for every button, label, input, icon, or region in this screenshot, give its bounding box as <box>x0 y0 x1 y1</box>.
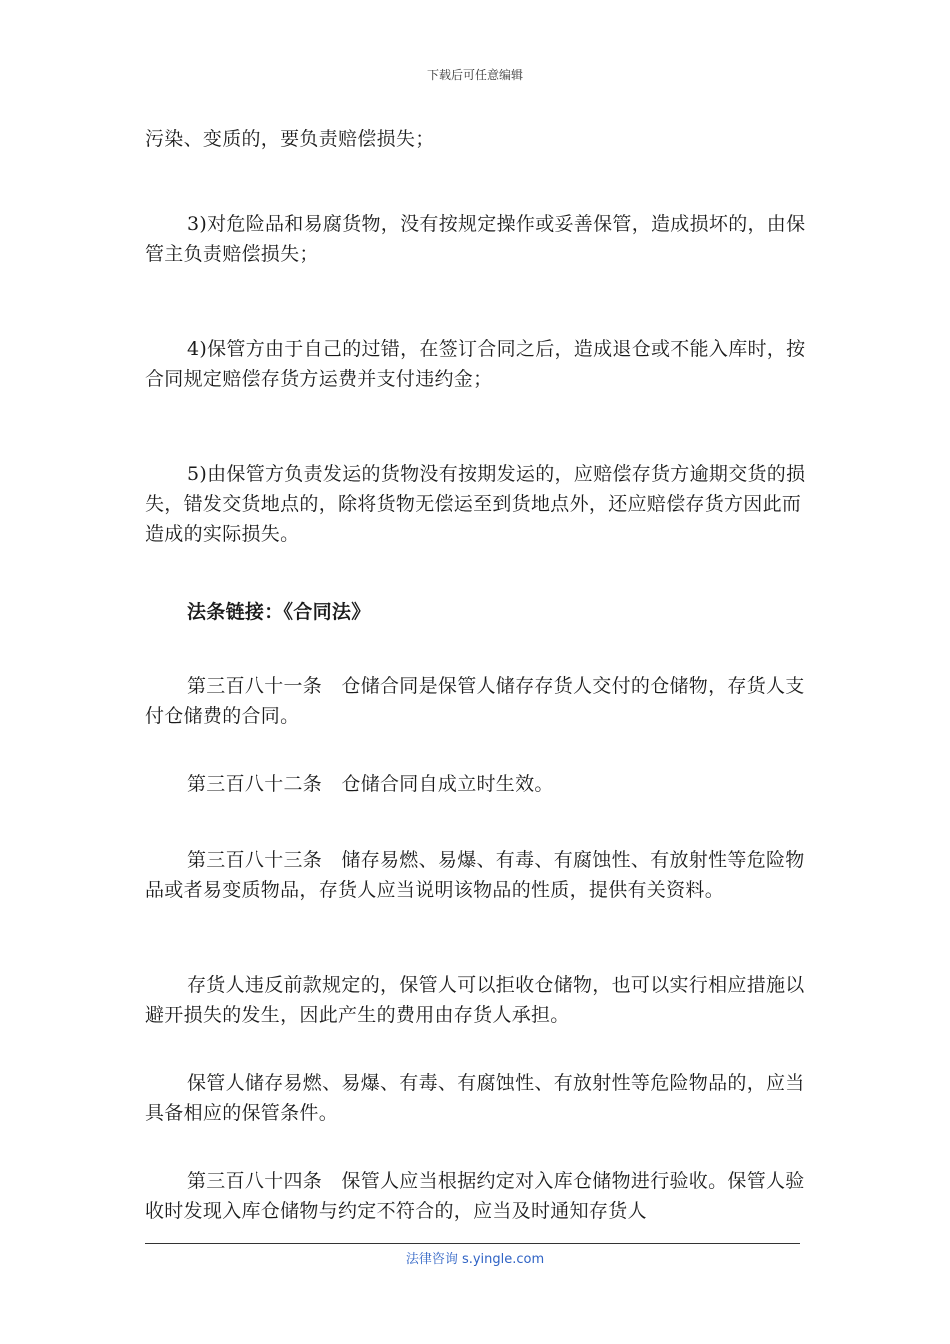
article-383: 第三百八十三条 储存易燃、易爆、有毒、有腐蚀性、有放射性等危险物品或者易变质物品，存货人应当说明该物品的性质，提供有关资料。 <box>145 849 805 901</box>
paragraph-item-4: 4)保管方由于自己的过错，在签订合同之后，造成退仓或不能入库时，按合同规定赔偿存货方运费并支付违约金； <box>145 338 806 390</box>
article-383-paragraph-3: 保管人储存易燃、易爆、有毒、有腐蚀性、有放射性等危险物品的，应当具备相应的保管条件。 <box>145 1072 805 1124</box>
law-link-heading: 法条链接：《合同法》 <box>187 601 371 623</box>
paragraph-item-3: 3)对危险品和易腐货物，没有按规定操作或妥善保管，造成损坏的，由保管主负责赔偿损失； <box>145 213 806 265</box>
footer-divider <box>145 1243 800 1244</box>
article-381: 第三百八十一条 仓储合同是保管人储存存货人交付的仓储物，存货人支付仓储费的合同。 <box>145 675 805 727</box>
footer-link[interactable]: 法律咨询 s.yingle.com <box>405 1252 545 1267</box>
article-382: 第三百八十二条 仓储合同自成立时生效。 <box>187 773 554 795</box>
article-384: 第三百八十四条 保管人应当根据约定对入库仓储物进行验收。保管人验收时发现入库仓储物与约定不符合的，应当及时通知存货人 <box>145 1170 805 1222</box>
paragraph-item-5: 5)由保管方负责发运的货物没有按期发运的，应赔偿存货方逾期交货的损失，错发交货地点的，除将货物无偿运至到货地点外，还应赔偿存货方因此而造成的实际损失。 <box>145 463 806 545</box>
paragraph-continuation: 污染、变质的，要负责赔偿损失； <box>145 128 435 150</box>
article-383-paragraph-2: 存货人违反前款规定的，保管人可以拒收仓储物，也可以实行相应措施以避开损失的发生，因此产生的费用由存货人承担。 <box>145 974 805 1026</box>
page-header: 下载后可任意编辑 <box>426 68 523 82</box>
